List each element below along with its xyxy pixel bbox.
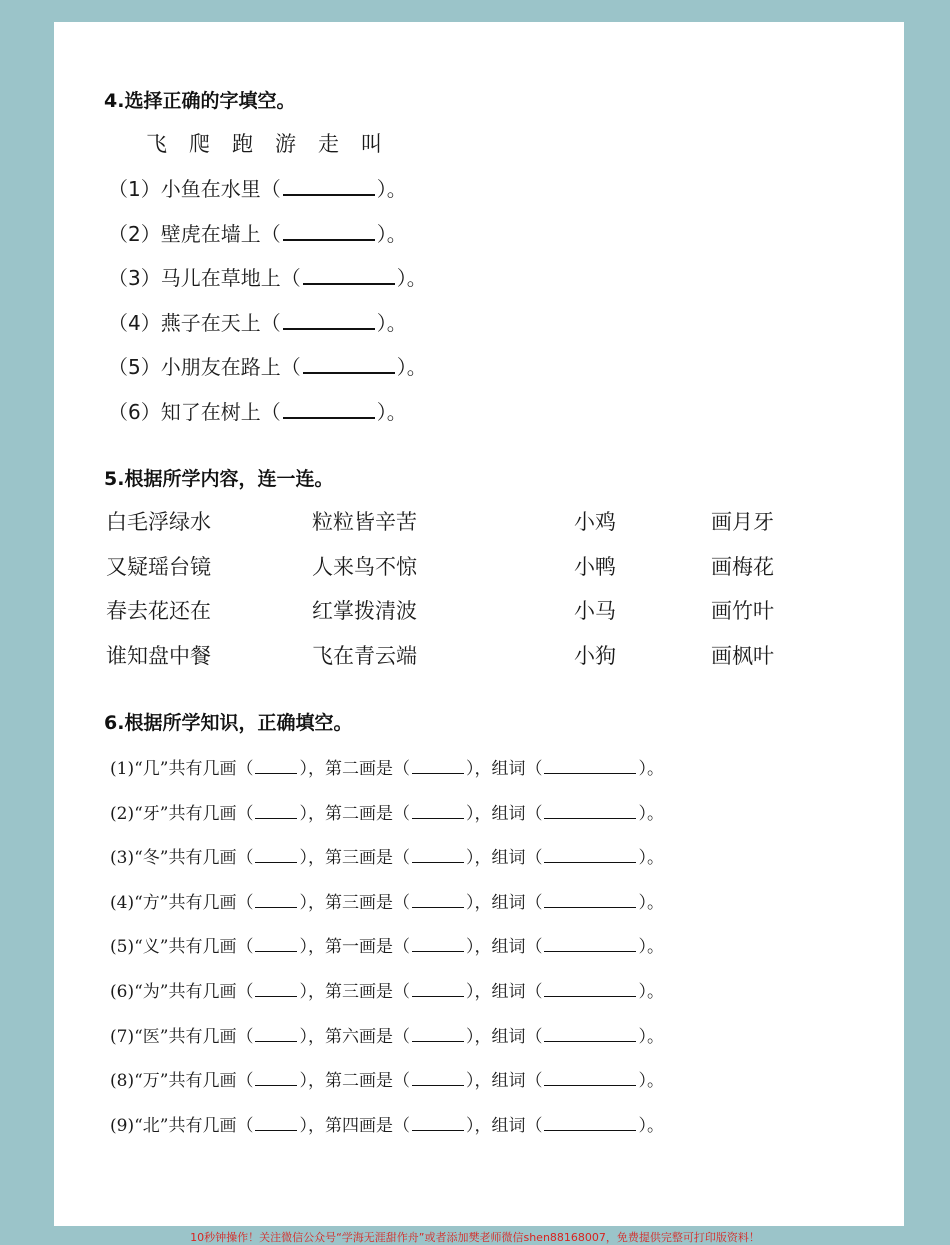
answer-blank[interactable] bbox=[544, 982, 636, 997]
section4-item: （3）马儿在草地上（ ）。 bbox=[108, 266, 427, 290]
answer-blank[interactable] bbox=[412, 848, 464, 863]
answer-blank[interactable] bbox=[283, 399, 375, 419]
footer-notice: 10秒钟操作！关注微信公众号“学海无涯甜作舟”或者添加樊老师微信shen88168007，免费提供完整可打印版资料！ bbox=[190, 1231, 760, 1244]
answer-blank[interactable] bbox=[412, 804, 464, 819]
char-option: 游 bbox=[275, 132, 296, 156]
char-option: 飞 bbox=[146, 132, 167, 156]
section6-item: (6)“为”共有几画（ ），第三画是（ ），组词（ ）。 bbox=[110, 982, 664, 1002]
match-left-1[interactable]: 谁知盘中餐 bbox=[106, 644, 211, 668]
answer-blank[interactable] bbox=[255, 937, 297, 952]
answer-blank[interactable] bbox=[255, 848, 297, 863]
answer-blank[interactable] bbox=[544, 1071, 636, 1086]
section6-item: (2)“牙”共有几画（ ），第二画是（ ），组词（ ）。 bbox=[110, 803, 664, 824]
match-left-2[interactable]: 人来鸟不惊 bbox=[312, 555, 417, 579]
answer-blank[interactable] bbox=[544, 1027, 636, 1042]
answer-blank[interactable] bbox=[412, 1116, 464, 1131]
section6-item: (9)“北”共有几画（ ），第四画是（ ），组词（ ）。 bbox=[110, 1115, 664, 1136]
answer-blank[interactable] bbox=[255, 804, 297, 819]
char-option: 走 bbox=[318, 132, 339, 156]
section6-item: (4)“方”共有几画（ ），第三画是（ ），组词（ ）。 bbox=[110, 892, 664, 913]
section4-item: （2）壁虎在墙上（ ）。 bbox=[108, 222, 407, 246]
section5-title: 5.根据所学内容，连一连。 bbox=[104, 468, 334, 490]
answer-blank[interactable] bbox=[283, 176, 375, 196]
answer-blank[interactable] bbox=[255, 1116, 297, 1131]
section6-item: (1)“几”共有几画（ ），第二画是（ ），组词（ ）。 bbox=[110, 759, 664, 779]
char-option: 叫 bbox=[361, 132, 382, 156]
section4-item: （6）知了在树上（ ）。 bbox=[108, 400, 407, 424]
section4-title: 4.选择正确的字填空。 bbox=[104, 90, 296, 112]
answer-blank[interactable] bbox=[283, 221, 375, 241]
section4-char-options bbox=[146, 128, 404, 158]
match-left-2[interactable]: 粒粒皆辛苦 bbox=[312, 510, 417, 534]
answer-blank[interactable] bbox=[412, 1027, 464, 1042]
answer-blank[interactable] bbox=[412, 937, 464, 952]
answer-blank[interactable] bbox=[412, 982, 464, 997]
answer-blank[interactable] bbox=[544, 893, 636, 908]
answer-blank[interactable] bbox=[303, 265, 395, 285]
match-left-1[interactable]: 又疑瑶台镜 bbox=[106, 555, 211, 579]
section4-item: （4）燕子在天上（ ）。 bbox=[108, 311, 407, 335]
answer-blank[interactable] bbox=[412, 759, 464, 774]
answer-blank[interactable] bbox=[255, 759, 297, 774]
answer-blank[interactable] bbox=[303, 354, 395, 374]
section6-item: (7)“医”共有几画（ ），第六画是（ ），组词（ ）。 bbox=[110, 1026, 664, 1047]
match-left-1[interactable]: 春去花还在 bbox=[106, 599, 211, 623]
worksheet-page bbox=[54, 22, 904, 1226]
match-right-1[interactable]: 小鸭 bbox=[574, 555, 616, 579]
match-right-2[interactable]: 画竹叶 bbox=[711, 599, 774, 623]
answer-blank[interactable] bbox=[544, 804, 636, 819]
answer-blank[interactable] bbox=[544, 937, 636, 952]
match-right-2[interactable]: 画月牙 bbox=[711, 510, 774, 534]
answer-blank[interactable] bbox=[544, 848, 636, 863]
match-left-1[interactable]: 白毛浮绿水 bbox=[106, 510, 211, 534]
section6-title: 6.根据所学知识，正确填空。 bbox=[104, 712, 353, 734]
answer-blank[interactable] bbox=[255, 1071, 297, 1086]
match-right-1[interactable]: 小狗 bbox=[574, 644, 616, 668]
answer-blank[interactable] bbox=[412, 893, 464, 908]
char-option: 爬 bbox=[189, 132, 210, 156]
answer-blank[interactable] bbox=[255, 893, 297, 908]
match-right-2[interactable]: 画梅花 bbox=[711, 555, 774, 579]
section6-item: (8)“万”共有几画（ ），第二画是（ ），组词（ ）。 bbox=[110, 1071, 664, 1092]
section6-item: (5)“义”共有几画（ ），第一画是（ ），组词（ ）。 bbox=[110, 937, 664, 958]
answer-blank[interactable] bbox=[544, 1116, 636, 1131]
section4-item: （5）小朋友在路上（ ）。 bbox=[108, 355, 427, 379]
match-right-1[interactable]: 小鸡 bbox=[574, 510, 616, 534]
answer-blank[interactable] bbox=[412, 1071, 464, 1086]
match-right-1[interactable]: 小马 bbox=[574, 599, 616, 623]
answer-blank[interactable] bbox=[283, 310, 375, 330]
match-right-2[interactable]: 画枫叶 bbox=[711, 644, 774, 668]
match-left-2[interactable]: 红掌拨清波 bbox=[312, 599, 417, 623]
answer-blank[interactable] bbox=[255, 1027, 297, 1042]
answer-blank[interactable] bbox=[255, 982, 297, 997]
char-option: 跑 bbox=[232, 132, 253, 156]
answer-blank[interactable] bbox=[544, 759, 636, 774]
section4-item: （1）小鱼在水里（ ）。 bbox=[108, 177, 407, 201]
section6-item: (3)“冬”共有几画（ ），第三画是（ ），组词（ ）。 bbox=[110, 848, 664, 869]
match-left-2[interactable]: 飞在青云端 bbox=[312, 644, 417, 668]
